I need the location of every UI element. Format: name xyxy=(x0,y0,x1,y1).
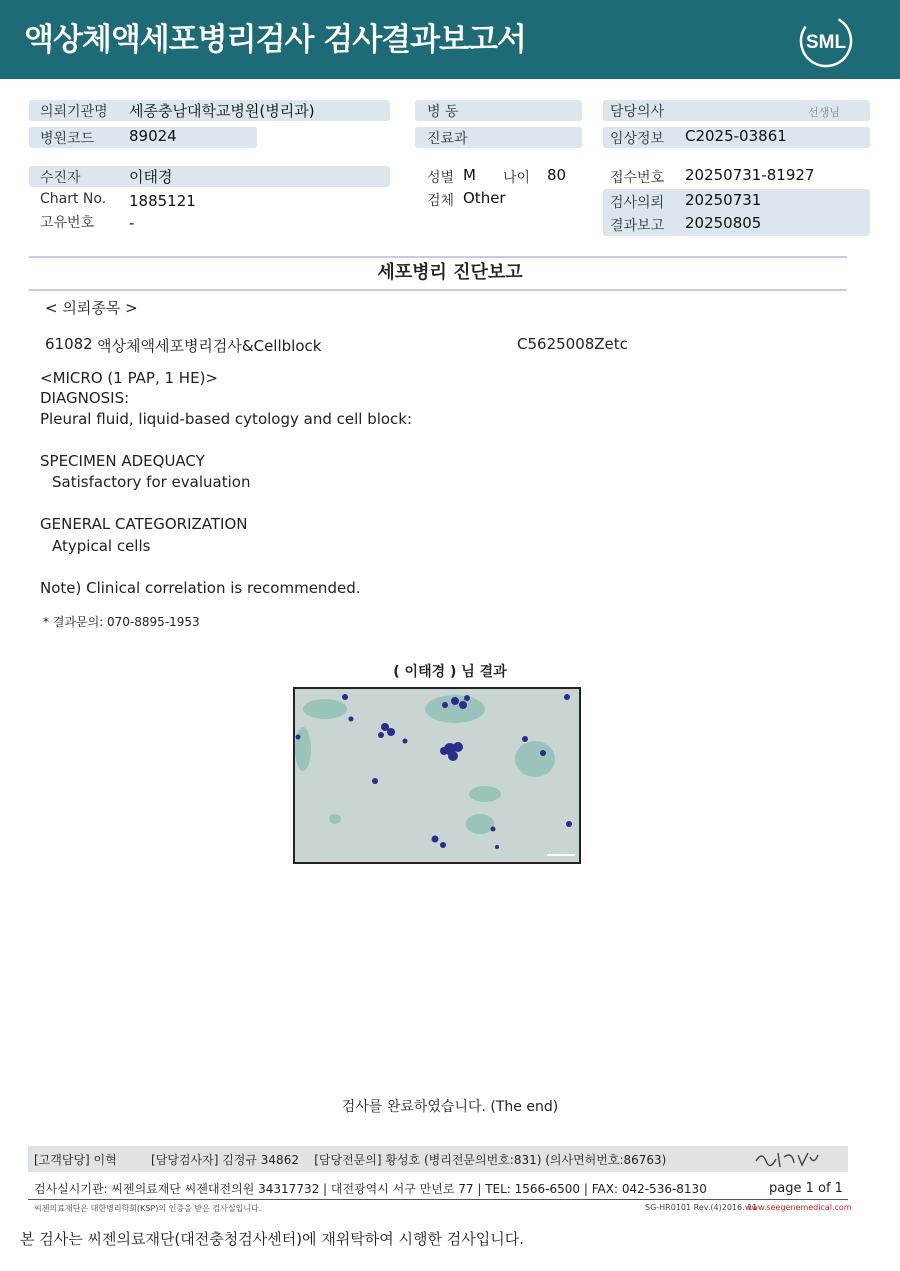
request-date-value: 20250731 xyxy=(685,191,762,209)
sex-value: M xyxy=(463,166,476,184)
patient-value: 이태경 xyxy=(129,168,173,186)
page-number: page 1 of 1 xyxy=(769,1181,843,1196)
doctor-signature xyxy=(752,1147,820,1171)
institution-value: 세종충남대학교병원(병리과) xyxy=(129,102,315,120)
chart-no-value: 1885121 xyxy=(129,192,196,210)
test-code: 61082 xyxy=(45,335,93,353)
age-value: 80 xyxy=(547,166,567,184)
receipt-value: 20250731-81927 xyxy=(685,166,815,184)
receipt-label: 접수번호 xyxy=(610,170,665,186)
section-rule-bottom xyxy=(29,289,847,291)
note-text: Note) Clinical correlation is recommended. xyxy=(40,579,361,597)
sml-logo xyxy=(798,13,854,69)
hospital-code-value: 89024 xyxy=(129,127,177,145)
unique-no-label: 고유번호 xyxy=(40,215,95,231)
institution-label: 의뢰기관명 xyxy=(40,104,108,120)
doctor-label: 담당의사 xyxy=(610,104,665,120)
categorization-text: Atypical cells xyxy=(52,537,151,555)
report-date-value: 20250805 xyxy=(685,214,762,232)
cytology-microscopy-image xyxy=(293,687,581,864)
reconsignment-note: 본 검사는 씨젠의료재단(대전충청검사센터)에 재위탁하여 시행한 검사입니다. xyxy=(20,1230,524,1248)
patient-label: 수진자 xyxy=(40,170,81,186)
micro-line: <MICRO (1 PAP, 1 HE)> xyxy=(40,369,218,387)
doctor-suffix: 선생님 xyxy=(808,106,840,119)
age-label: 나이 xyxy=(503,170,531,186)
chart-no-label: Chart No. xyxy=(40,191,107,207)
section-title: 세포병리 진단보고 xyxy=(377,262,523,283)
website-link[interactable]: www.seegenemedical.com xyxy=(745,1203,852,1212)
footer-rule xyxy=(28,1199,848,1200)
patient-row xyxy=(29,166,390,187)
image-caption: ( 이태경 ) 님 결과 xyxy=(393,664,507,680)
form-code: SG-HR0101 Rev.(4)2016. 11 xyxy=(645,1203,758,1212)
clinical-label: 임상정보 xyxy=(610,131,665,147)
report-title: 액상체액세포병리검사 검사결과보고서 xyxy=(24,22,526,58)
request-items-heading: < 의뢰종목 > xyxy=(45,299,138,317)
adequacy-heading: SPECIMEN ADEQUACY xyxy=(40,452,205,470)
lab-info-line: 검사실시기관: 씨젠의료재단 씨젠대전의원 34317732 | 대전광역시 서구 만년로 77 | TEL: 1566-6500 | FAX: 042-536-8130 xyxy=(34,1182,707,1196)
test-name: 액상체액세포병리검사&Cellblock xyxy=(97,337,322,355)
staff-line: [고객담당] 이혁 [담당검사자] 김정규 34862 [담당전문의] 황성호 (병리전문의번호:831) (의사면허번호:86763) xyxy=(34,1153,667,1167)
inquiry-phone: * 결과문의: 070-8895-1953 xyxy=(43,615,200,629)
categorization-heading: GENERAL CATEGORIZATION xyxy=(40,515,248,533)
dept-label: 진료과 xyxy=(427,131,468,147)
sex-label: 성별 xyxy=(427,170,455,186)
hospital-code-label: 병원코드 xyxy=(40,131,95,147)
certification-note: 씨젠의료재단은 대한병리학회(KSP)의 인증을 받은 검사실입니다. xyxy=(34,1204,262,1213)
specimen-value: Other xyxy=(463,189,506,207)
diagnosis-heading: DIAGNOSIS: xyxy=(40,389,130,407)
specimen-label: 검체 xyxy=(427,193,455,209)
diagnosis-text: Pleural fluid, liquid-based cytology and cell block: xyxy=(40,410,413,428)
report-date-label: 결과보고 xyxy=(610,218,665,234)
svg-text:SML: SML xyxy=(805,32,847,53)
ward-label: 병 동 xyxy=(427,104,459,120)
clinical-value: C2025-03861 xyxy=(685,127,787,145)
adequacy-text: Satisfactory for evaluation xyxy=(52,473,251,491)
test-ref: C5625008Zetc xyxy=(517,335,628,353)
unique-no-value: - xyxy=(129,214,135,232)
end-statement: 검사를 완료하였습니다. (The end) xyxy=(341,1099,559,1115)
request-date-label: 검사의뢰 xyxy=(610,195,665,211)
